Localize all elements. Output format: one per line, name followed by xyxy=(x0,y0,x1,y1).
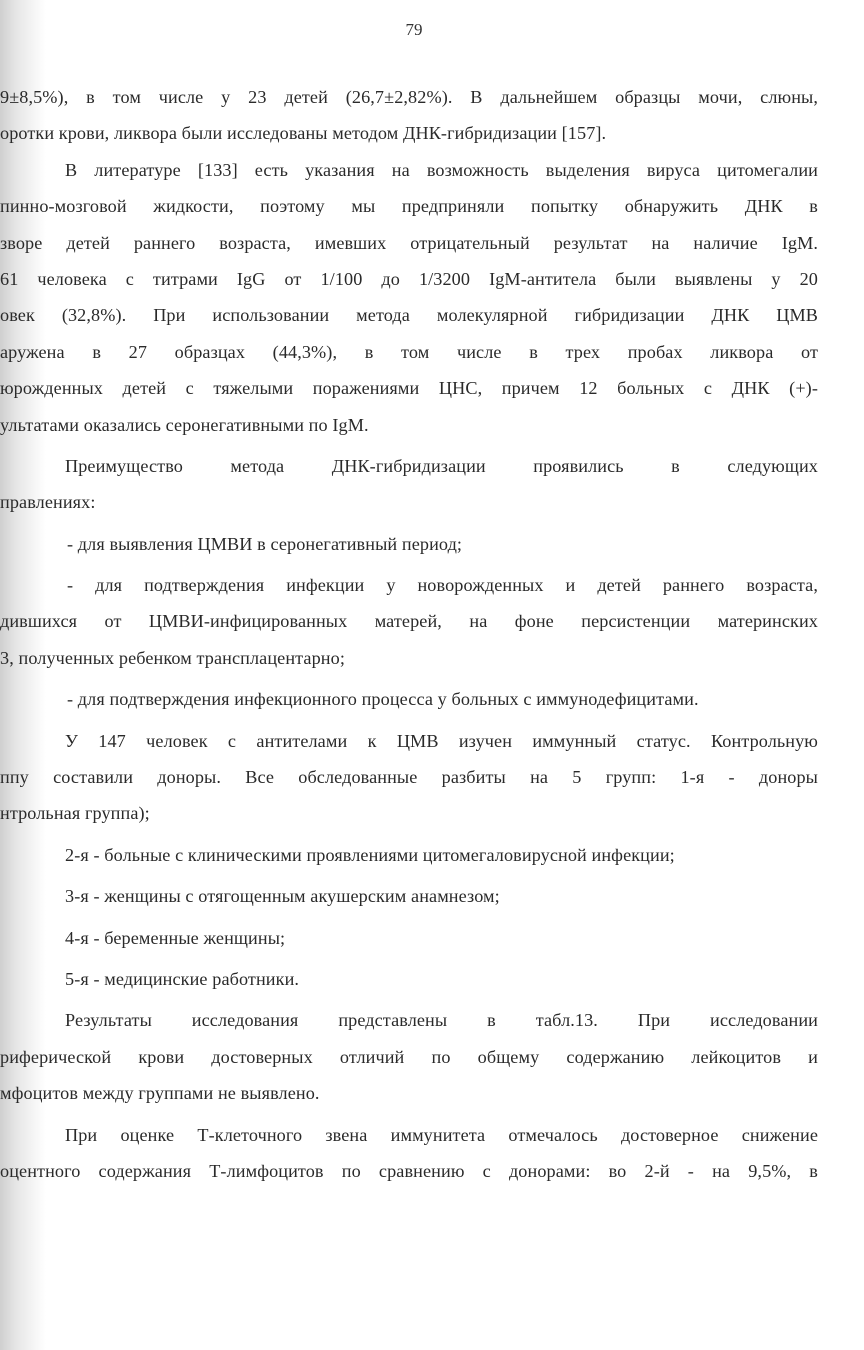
paragraph-start-line: В литературе [133] есть указания на возможность выделения вируса цитомегалии xyxy=(65,159,818,180)
text-line: 61 человека с титрами IgG от 1/100 до 1/3200 IgM-антитела были выявлены у 20 xyxy=(0,268,818,289)
text-line: мфоцитов между группами не выявлено. xyxy=(0,1083,320,1104)
text-line: зворе детей раннего возраста, имевших отрицательный результат на наличие IgM. xyxy=(0,232,818,253)
text-line: нтрольная группа); xyxy=(0,803,150,824)
paragraph-start-line: У 147 человек с антителами к ЦМВ изучен иммунный статус. Контрольную xyxy=(65,730,818,751)
page-number: 79 xyxy=(405,20,423,39)
text-line: пинно-мозговой жидкости, поэтому мы предприняли попытку обнаружить ДНК в xyxy=(0,196,818,217)
paragraph-start-line: Результаты исследования представлены в табл.13. При исследовании xyxy=(65,1010,818,1031)
text-line: ультатами оказались серонегативными по IgM. xyxy=(0,414,369,435)
text-line: риферической крови достоверных отличий по общему содержанию лейкоцитов и xyxy=(0,1046,818,1067)
text-line: 3, полученных ребенком трансплацентарно; xyxy=(0,647,345,668)
text-line: 9±8,5%), в том числе у 23 детей (26,7±2,82%). В дальнейшем образцы мочи, слюны, xyxy=(0,87,818,107)
text-line: правлениях: xyxy=(0,492,96,513)
body-text xyxy=(0,79,818,1189)
text-line: оротки крови, ликвора были исследованы методом ДНК-гибридизации [157]. xyxy=(0,123,607,144)
text-line: аружена в 27 образцах (44,3%), в том числе в трех пробах ликвора от xyxy=(0,341,818,362)
list-item: 5-я - медицинские работники. xyxy=(65,968,300,989)
list-item: - для подтверждения инфекции у новорожденных и детей раннего возраста, xyxy=(67,575,818,596)
text-line: оцентного содержания Т-лимфоцитов по сравнению с донорами: во 2-й - на 9,5%, в xyxy=(0,1160,818,1181)
paragraph-start-line: Преимущество метода ДНК-гибридизации проявились в следующих xyxy=(65,455,818,476)
text-line: дившихся от ЦМВИ-инфицированных матерей, на фоне персистенции материнских xyxy=(0,611,818,632)
paragraph-start-line: При оценке Т-клеточного звена иммунитета отмечалось достоверное снижение xyxy=(65,1124,818,1145)
text-line: юрожденных детей с тяжелыми поражениями ЦНС, причем 12 больных с ДНК (+)- xyxy=(0,378,818,399)
text-line: овек (32,8%). При использовании метода молекулярной гибридизации ДНК ЦМВ xyxy=(0,305,818,326)
list-item: 3-я - женщины с отягощенным акушерским анамнезом; xyxy=(65,886,500,907)
list-item: - для подтверждения инфекционного процесса у больных с иммунодефицитами. xyxy=(67,689,699,710)
list-item: 4-я - беременные женщины; xyxy=(65,927,286,948)
list-item: 2-я - больные с клиническими проявлениями цитомегаловирусной инфекции; xyxy=(65,844,675,865)
text-line: ппу составили доноры. Все обследованные разбиты на 5 групп: 1-я - доноры xyxy=(0,767,818,788)
list-item: - для выявления ЦМВИ в серонегативный период; xyxy=(67,533,463,554)
